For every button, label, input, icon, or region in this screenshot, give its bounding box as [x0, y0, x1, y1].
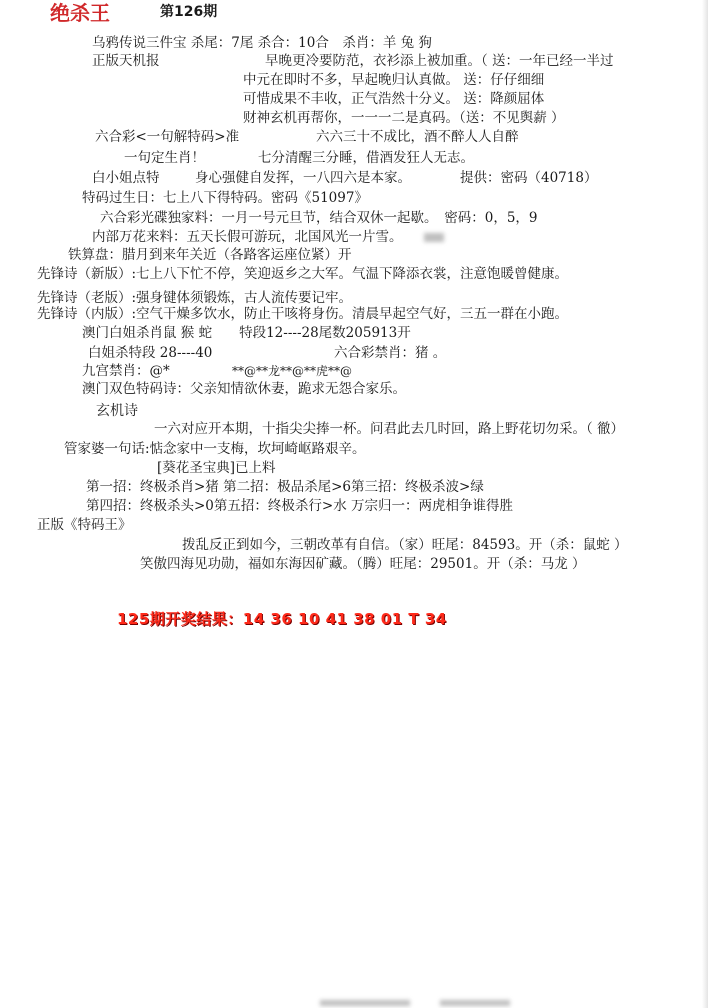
- nine-palace-text: **@**龙**@**虎**@: [232, 364, 353, 378]
- one-line-riddle-text: 六六三十不成比，酒不醉人人自醉: [316, 129, 519, 145]
- inner-wanhua-line: 内部万花来料：五天长假可游玩，北国风光一片雪。: [92, 229, 403, 245]
- miss-bai-code: 提供：密码（40718）: [460, 170, 598, 186]
- disc-exclusive-line: 六合彩光碟独家料：一月一号元旦节，结合双休一起歇。 密码：0，5，9: [100, 210, 538, 226]
- miss-bai-text: 身心强健自发挥，一八四六是本家。: [195, 170, 411, 186]
- birthday-code-line: 特码过生日：七上八下得特码。密码《51097》: [82, 190, 368, 206]
- tianji-line-3: 可惜成果不丰收，正气浩然十分义。 送：降颜屈体: [243, 91, 545, 107]
- bottom-edge-smudge: [320, 1000, 410, 1006]
- tianji-line-4: 财神玄机再帮你，一一一二是真码。（送：不见舆薪 ）: [243, 110, 565, 126]
- one-line-riddle-label: 六合彩<一句解特码>准: [95, 129, 240, 145]
- page-title: 绝杀王: [50, 1, 110, 25]
- zodiac-label: 一句定生肖！: [124, 150, 205, 166]
- bottom-edge-smudge-2: [440, 1000, 510, 1006]
- issue-number: 第126期: [160, 4, 218, 20]
- macau-bai-line: 澳门白姐杀肖鼠 猴 蛇 特段12----28尾数205913开: [82, 325, 411, 341]
- tema-king-line-1: 拨乱反正到如今，三朝改革有自信。（家）旺尾：84593。开（杀：鼠蛇 ）: [182, 537, 628, 553]
- abacus-line: 铁算盘：腊月到来年关近（各路客运座位紧）开: [68, 247, 352, 263]
- pioneer-poem-old: 先锋诗（老版）:强身键体须锻炼，古人流传要记牢。: [37, 290, 353, 306]
- zodiac-text: 七分清醒三分睡，借酒发狂人无志。: [258, 150, 474, 166]
- smudge-mark: [424, 233, 444, 242]
- pioneer-poem-inner: 先锋诗（内版）:空气干燥多饮水，防止干咳将身伤。清晨早起空气好，三五一群在小跑。: [37, 306, 569, 322]
- moves-line-1: 第一招：终极杀肖>猪 第二招：极品杀尾>6第三招：终极杀波>绿: [86, 479, 484, 495]
- page-edge-shadow: [702, 0, 708, 1008]
- tianji-line-2: 中元在即时不多，早起晚归认真做。 送：仔仔细细: [243, 72, 545, 88]
- mystic-poem-text: 一六对应开本期，十指尖尖捧一杯。问君此去几时回，路上野花切勿采。（ 徹）: [154, 421, 625, 437]
- crow-legend-line: 乌鸦传说三件宝 杀尾：7尾 杀合：10合 杀肖：羊 兔 狗: [92, 35, 432, 51]
- tema-king-line-2: 笑傲四海见功勋，福如东海因矿藏。（腾）旺尾：29501。开（杀：马龙 ）: [140, 556, 586, 572]
- miss-bai-label: 白小姐点特: [92, 170, 160, 186]
- mystic-poem-heading: 玄机诗: [96, 403, 138, 419]
- sunflower-heading: [葵花圣宝典]已上料: [157, 460, 276, 476]
- nine-palace-label: 九宫禁肖：@*: [82, 363, 170, 379]
- housekeeper-line: 管家婆一句话:惦念家中一支梅，坎坷崎岖路艰辛。: [64, 441, 366, 457]
- banned-zodiac: 六合彩禁肖：猪 。: [334, 345, 447, 361]
- pioneer-poem-new: 先锋诗（新版）:七上八下忙不停，笑迎返乡之大军。气温下降添衣裳，注意饱暖曾健康。: [37, 266, 569, 282]
- tianji-label: 正版天机报: [92, 53, 160, 69]
- tema-king-heading: 正版《特码王》: [37, 517, 132, 533]
- draw-result-banner: 125期开奖结果：14 36 10 41 38 01 T 34: [117, 610, 447, 628]
- macau-color-poem: 澳门双色特码诗：父亲知情欲休妻，跪求无怨合家乐。: [82, 381, 406, 397]
- tianji-line-1: 早晚更冷要防范，衣衫添上被加重。（ 送：一年已经一半过: [265, 53, 614, 69]
- bai-segment-kill: 白姐杀特段 28----40: [88, 345, 213, 361]
- moves-line-2: 第四招：终极杀头>0第五招：终极杀行>水 万宗归一：两虎相争谁得胜: [86, 498, 514, 514]
